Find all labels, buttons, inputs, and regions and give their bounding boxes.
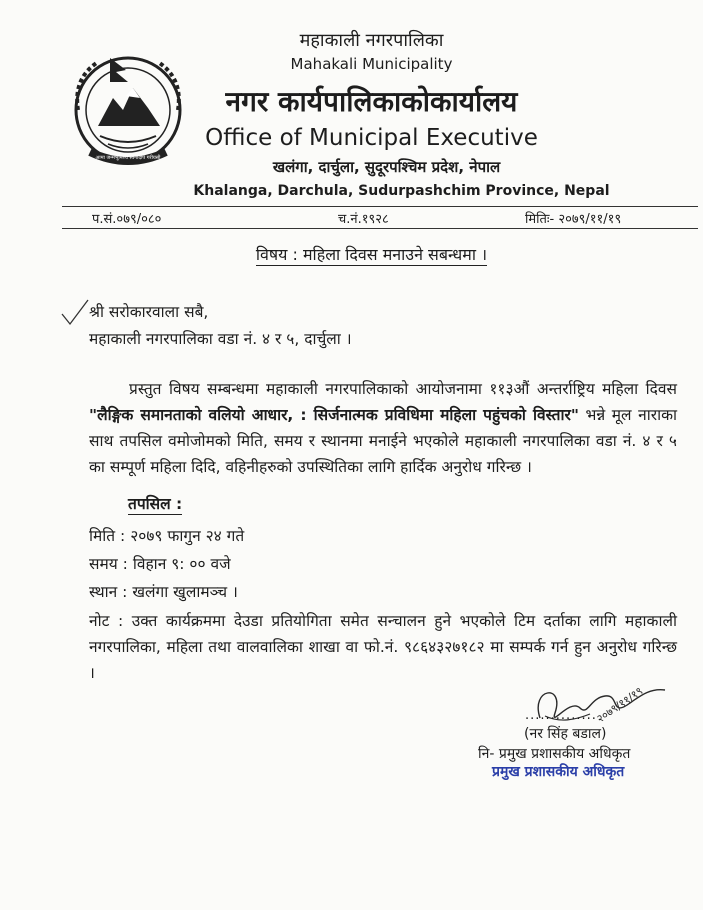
signatory-name: (नर सिंह बडाल) [524,726,607,742]
checkmark-icon [60,298,90,328]
address-en: Khalanga, Darchula, Sudurpashchim Province, Nepal [193,183,610,199]
official-stamp: प्रमुख प्रशासकीय अधिकृत [492,764,625,780]
body-slogan: "लैङ्गिक समानताको वलियो आधार, : सिर्जनात्मक प्रविधिमा महिला पहुंचको विस्तार" [89,406,579,424]
note-paragraph: नोट : उक्त कार्यक्रममा देउडा प्रतियोगिता समेत सन्चालन हुने भएकोले टिम दर्ताका लागि महाकाली नगरपालिका, महिला तथा वालवालिका शाखा वा फो.नं. ९८६४३२७१८२ मा सम्पर्क गर्न हुन अनुरोध गरिन्छ । [89,612,677,682]
body-part-1: प्रस्तुत विषय सम्बन्धमा महाकाली नगरपालिकाको आयोजनामा ११३औं अन्तर्राष्ट्रिय महिला दिवस [129,380,677,398]
recipient-line-2: महाकाली नगरपालिका वडा नं. ४ र ५, दार्चुला । [89,330,352,348]
recipient-line-1: श्री सरोकारवाला सबै, [89,303,209,321]
header-divider-bottom [62,228,698,229]
municipality-name-np: महाकाली नगरपालिका [299,30,444,51]
signature-dots: .............. [525,708,597,723]
office-name-np: नगर कार्यपालिकाकोकार्यालय [225,85,518,118]
tapasil-place: स्थान : खलंगा खुलामञ्च । [89,583,238,601]
municipality-name-en: Mahakali Municipality [290,55,453,73]
letter-date: मितिः- २०७९/११/१९ [525,212,622,227]
emblem-caption: आमा जन्मभूमिश्च स्वर्गादपि गरीयसी [95,155,161,161]
handwritten-date: २०७९/११/१९ [594,684,646,726]
chalani-number: च.नं.१९२८ [338,212,389,227]
subject-line [0,243,703,265]
subject-text: विषय : महिला दिवस मनाउने सबन्धमा । [255,245,488,264]
body-part-2: भन्ने मूल नाराका साथ तपसिल वमोजोमको मिति, समय र स्थानमा मनाईने भएकोले महाकाली नगरपालिका वडा नं. ४ र ५ का सम्पूर्ण महिला दिदि, वहिनीहरुको उपस्थितिका लागि हार्दिक अनुरोध गरिन्छ । [89,406,678,476]
office-name-en: Office of Municipal Executive [205,125,538,151]
patra-sankhya: प.सं.०७९/०८० [92,212,162,227]
signatory-title: नि- प्रमुख प्रशासकीय अधिकृत [478,746,631,762]
address-np: खलंगा, दार्चुला, सुदूरपश्चिम प्रदेश, नेपाल [272,158,501,176]
header-divider-top [62,206,698,207]
body-paragraph [89,376,677,480]
tapasil-date: मिति : २०७९ फागुन २४ गते [89,527,245,545]
tapasil-heading: तपसिल : [128,495,183,513]
tapasil-time: समय : विहान ९: ०० वजे [89,555,231,573]
